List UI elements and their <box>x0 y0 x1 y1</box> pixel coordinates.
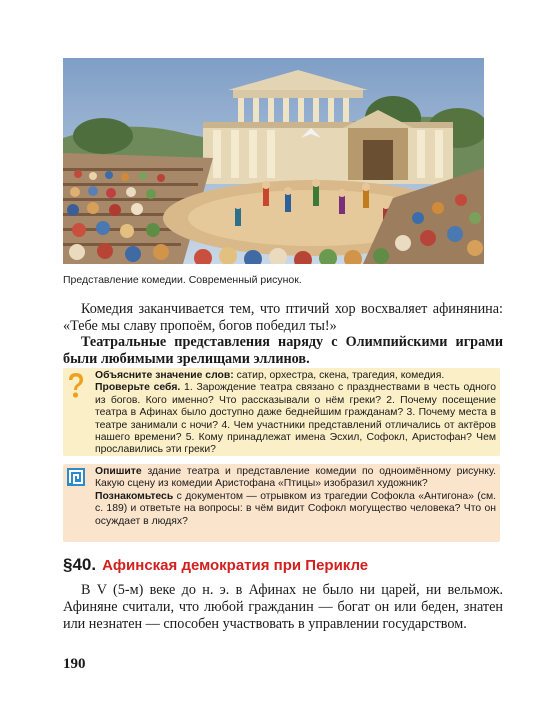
illustration-caption: Представление комедии. Современный рисунок. <box>63 274 302 286</box>
question-mark-icon <box>66 371 86 401</box>
describe-text: здание театра и представление комедии по одноимённому рисунку. Какую сцену из комедии Аристофана «Птицы» изобразил художник? <box>95 466 496 490</box>
questions-text <box>95 370 496 457</box>
paragraph-athens-democracy <box>63 582 503 633</box>
meander-icon <box>67 468 85 486</box>
section-number: §40. <box>63 555 97 574</box>
section-heading <box>63 555 368 575</box>
theater-painting <box>63 58 484 264</box>
paragraph-text: В V (5-м) веке до н. э. в Афинах не было ни царей, ни вельмож. Афиняне считали, что любой гражданин — богат он или беден, знатен или незнатен — способен участвовать в управлении государством. <box>63 582 503 632</box>
explain-words-label: Объясните значение слов: <box>95 370 234 381</box>
section-title: Афинская демократия при Перикле <box>102 557 369 574</box>
paragraph-text: Комедия заканчивается тем, что птичий хор восхваляет афинянина: «Тебе мы славу пропоём, богов победил ты!» <box>63 301 503 334</box>
describe-label: Опишите <box>95 466 142 477</box>
theater-illustration <box>63 58 484 264</box>
task-box <box>63 464 500 542</box>
explain-words-text: сатир, орхестра, скена, трагедия, комедия. <box>233 370 445 381</box>
check-yourself-text: 1. Зарождение театра связано с празднествами в честь одного из богов. Кого именно? Что рассказывали о нём греки? 2. Почему посещение театра в Афинах было доступно даже беднейшим гражданам? 3. Почему места в театре занимали с ночи? 4. Чем участники представлений отличались от актёров нашего времени? 5. Кому принадлежат имена Эсхил, Софокл, Аристофан? Чем прославились эти греки? <box>95 382 496 456</box>
paragraph-text: Театральные представления наряду с Олимпийскими играми были любимыми зрелищами эллинов. <box>63 334 503 367</box>
paragraph-comedy-ending <box>63 301 503 335</box>
questions-box <box>63 368 500 456</box>
check-yourself-label: Проверьте себя. <box>95 382 181 394</box>
get-acquainted-text: с документом — отрывком из трагедии Софокла «Антигона» (см. с. 189) и ответьте на вопросы: в чём видит Софокл могущество человека? Что он осуждает в людях? <box>95 490 496 527</box>
task-text <box>95 466 496 528</box>
get-acquainted-label: Познакомьтесь <box>95 490 174 502</box>
page-number: 190 <box>63 656 86 672</box>
paragraph-theater-olympics <box>63 334 503 368</box>
